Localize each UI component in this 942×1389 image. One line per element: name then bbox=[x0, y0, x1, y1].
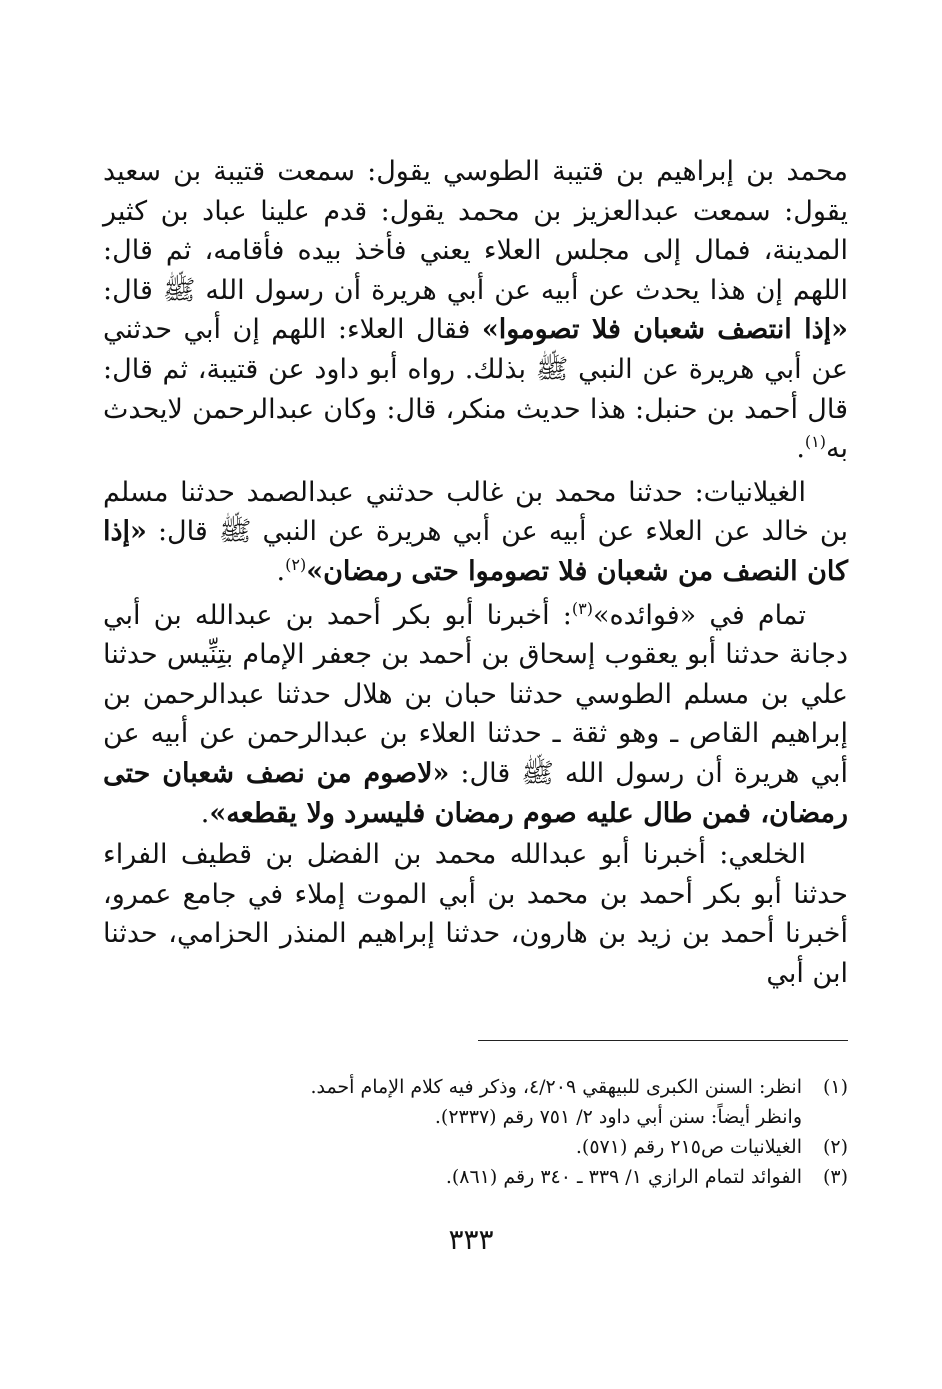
paragraph-1-text: محمد بن إبراهيم بن قتيبة الطوسي يقول: سمعت قتيبة بن سعيد يقول: سمعت عبدالعزيز بن محمد يقول: قدم علينا عباد بن كثير المدينة، فمال إلى مجلس العلاء يعني فأخذ بيده فأقامه، ثم قال: اللهم إن هذا يحدث عن أبيه عن أبي هريرة أن رسول الله ﷺ قال: bbox=[103, 156, 848, 306]
paragraph-1-text-2: فقال العلاء: اللهم إن أبي حدثني عن أبي هريرة عن النبي ﷺ بذلك. رواه أبو داود عن قتيبة، ثم قال: قال أحمد بن حنبل: هذا حديث منكر، قال: وكان عبدالرحمن لايحدث به bbox=[103, 314, 848, 465]
footnote-ref-2[interactable]: (٢) bbox=[285, 554, 307, 574]
footnote-ref-1[interactable]: (١) bbox=[804, 432, 826, 452]
paragraph-3-end: . bbox=[200, 797, 210, 829]
page-number: ٣٣٣ bbox=[448, 1223, 494, 1256]
main-text bbox=[103, 152, 848, 993]
hadith-quote-2: «إذا كان النصف من شعبان فلا تصوموا حتى رمضان» bbox=[103, 516, 848, 587]
footnote-text: انظر: السنن الكبرى للبيهقي ٤/٢٠٩، وذكر فيه كلام الإمام أحمد. bbox=[310, 1076, 802, 1098]
paragraph-4-text: الخلعي: أخبرنا أبو عبدالله محمد بن الفضل بن قطيف الفراء حدثنا أبو بكر أحمد بن محمد بن أبي الموت إملاء في جامع عمرو، أخبرنا أحمد بن زيد بن هارون، حدثنا إبراهيم المنذر الحزامي، حدثنا ابن أبي bbox=[103, 839, 848, 989]
footnote-1-continuation: وانظر أيضاً: سنن أبي داود ٢/ ٧٥١ رقم (٢٣٣٧). bbox=[434, 1106, 802, 1128]
footnote-ref-3[interactable]: (٣) bbox=[571, 598, 593, 618]
footnote-divider bbox=[478, 1040, 848, 1041]
paragraph-2-text: الغيلانيات: حدثنا محمد بن غالب حدثني عبدالصمد حدثنا مسلم بن خالد عن العلاء عن أبيه عن أبي هريرة عن النبي ﷺ قال: bbox=[103, 476, 848, 548]
paragraph-3-text-2: : أخبرنا أبو بكر أحمد بن عبدالله بن أبي دجانة حدثنا أبو يعقوب إسحاق بن أحمد بن جعفر الإمام بتِنِّيس حدثنا علي بن مسلم الطوسي حدثنا حبان بن هلال حدثنا عبدالرحمن بن إبراهيم القاص ـ وهو ثقة ـ حدثنا العلاء بن عبدالرحمن عن أبيه عن أبي هريرة أن رسول الله ﷺ قال: bbox=[103, 599, 848, 789]
footnotes bbox=[103, 1072, 848, 1192]
hadith-quote-1: «إذا انتصف شعبان فلا تصوموا» bbox=[481, 314, 848, 346]
footnote-2 bbox=[103, 1132, 848, 1162]
footnote-number: (١) bbox=[822, 1076, 848, 1098]
paragraph-4 bbox=[103, 835, 848, 993]
hadith-quote-3: «لاصوم من نصف شعبان حتى رمضان، فمن طال عليه صوم رمضان فليسرد ولا يقطعه» bbox=[103, 757, 848, 829]
paragraph-2-end: . bbox=[276, 555, 286, 587]
paragraph-3 bbox=[103, 596, 848, 834]
paragraph-1-end: . bbox=[796, 433, 805, 465]
paragraph-2 bbox=[103, 473, 848, 592]
footnote-text: الفوائد لتمام الرازي ١/ ٣٣٩ ـ ٣٤٠ رقم (٨٦١). bbox=[445, 1166, 802, 1188]
paragraph-3-text: تمام في «فوائده» bbox=[592, 599, 806, 631]
footnote-number: (٢) bbox=[822, 1136, 848, 1158]
paragraph-1 bbox=[103, 152, 848, 469]
footnote-1 bbox=[103, 1072, 848, 1102]
footnote-number: (٣) bbox=[822, 1166, 848, 1188]
footnote-3 bbox=[103, 1162, 848, 1192]
footnote-text: الغيلانيات ص٢١٥ رقم (٥٧١). bbox=[575, 1136, 802, 1158]
